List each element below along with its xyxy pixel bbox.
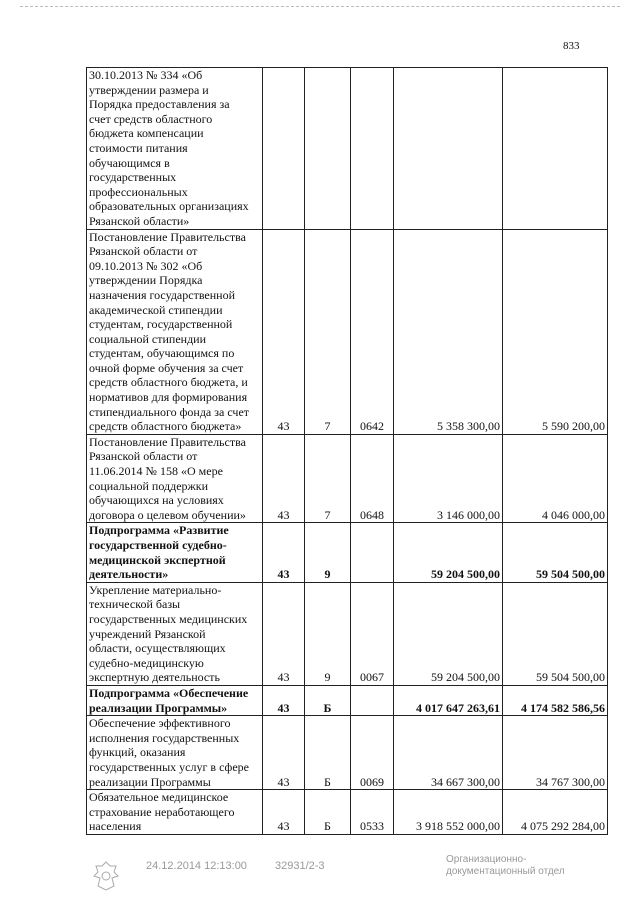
value-2016: 4 046 000,00 bbox=[503, 434, 608, 523]
row-name bbox=[87, 582, 263, 685]
code-admin bbox=[263, 68, 305, 230]
code-event: 0533 bbox=[351, 790, 394, 835]
row-name-line: социальной стипендии bbox=[89, 331, 207, 346]
code-event bbox=[351, 68, 394, 230]
row-name-line: населения bbox=[89, 819, 142, 834]
value-2015: 59 204 500,00 bbox=[394, 523, 503, 582]
value-2015: 5 358 300,00 bbox=[394, 229, 503, 434]
row-name-line: Постановление Правительства bbox=[89, 229, 246, 244]
code-subprogram: Б bbox=[305, 790, 351, 835]
row-name-line: Подпрограмма «Обеспечение bbox=[89, 685, 249, 700]
row-name-line: государственных медицинских bbox=[89, 611, 248, 626]
row-name-line: области, осуществляющих bbox=[89, 641, 226, 656]
row-name bbox=[87, 68, 263, 230]
row-name-line: счет средств областного bbox=[89, 111, 213, 126]
row-name-line: медицинской экспертной bbox=[89, 552, 226, 567]
row-name-line: бюджета компенсации bbox=[89, 126, 204, 141]
row-name-line: экспертную деятельность bbox=[89, 670, 220, 685]
row-name-line: Укрепление материально- bbox=[89, 582, 222, 597]
code-admin: 43 bbox=[263, 582, 305, 685]
table-row bbox=[87, 716, 608, 790]
row-name-line: реализации Программы bbox=[89, 774, 211, 789]
row-name-line: утверждении размера и bbox=[89, 82, 209, 97]
row-name-line: технической базы bbox=[89, 597, 181, 612]
row-name-line: Рязанской области» bbox=[89, 213, 190, 228]
code-subprogram: 7 bbox=[305, 434, 351, 523]
value-2015 bbox=[394, 68, 503, 230]
row-name-line: социальной поддержки bbox=[89, 478, 209, 493]
value-2016: 34 767 300,00 bbox=[503, 716, 608, 790]
row-name-line: назначения государственной bbox=[89, 287, 236, 302]
value-2016: 4 075 292 284,00 bbox=[503, 790, 608, 835]
code-event: 0648 bbox=[351, 434, 394, 523]
row-name-line: очной форме обучения за счет bbox=[89, 360, 244, 375]
row-name bbox=[87, 523, 263, 582]
value-2016: 59 504 500,00 bbox=[503, 582, 608, 685]
value-2015: 3 146 000,00 bbox=[394, 434, 503, 523]
code-event bbox=[351, 523, 394, 582]
footer-doc-id: 32931/2-3 bbox=[275, 860, 325, 872]
value-2016: 5 590 200,00 bbox=[503, 229, 608, 434]
code-subprogram bbox=[305, 68, 351, 230]
code-admin: 43 bbox=[263, 434, 305, 523]
code-admin: 43 bbox=[263, 790, 305, 835]
value-2015: 3 918 552 000,00 bbox=[394, 790, 503, 835]
code-subprogram: Б bbox=[305, 685, 351, 715]
coat-of-arms-icon bbox=[92, 860, 120, 892]
row-name-line: деятельности» bbox=[89, 567, 169, 582]
row-name-line: государственной судебно- bbox=[89, 538, 227, 552]
row-name-line: образовательных организациях bbox=[89, 199, 249, 214]
row-name-line: 09.10.2013 № 302 «Об bbox=[89, 258, 203, 273]
footer-org-line1: Организационно- bbox=[446, 854, 527, 865]
footer-org bbox=[446, 854, 565, 878]
row-name-line: Рязанской области от bbox=[89, 449, 198, 464]
table-row bbox=[87, 790, 608, 835]
row-name-line: стоимости питания bbox=[89, 140, 188, 155]
row-name-line: судебно-медицинскую bbox=[89, 655, 204, 670]
row-name-line: студентам, обучающимся по bbox=[89, 346, 235, 361]
row-name bbox=[87, 685, 263, 715]
value-2016: 4 174 582 586,56 bbox=[503, 685, 608, 715]
table-row bbox=[87, 523, 608, 582]
code-admin: 43 bbox=[263, 685, 305, 715]
row-name-line: учреждений Рязанской bbox=[89, 626, 206, 641]
row-name-line: государственных bbox=[89, 170, 177, 185]
code-event: 0067 bbox=[351, 582, 394, 685]
page-footer bbox=[0, 854, 640, 898]
row-name-line: обучающихся на условиях bbox=[89, 493, 224, 508]
row-name-line: Обеспечение эффективного bbox=[89, 716, 231, 731]
value-2015: 4 017 647 263,61 bbox=[394, 685, 503, 715]
code-admin: 43 bbox=[263, 229, 305, 434]
row-name-line: государственных услуг в сфере bbox=[89, 759, 249, 774]
row-name bbox=[87, 434, 263, 523]
value-2015: 34 667 300,00 bbox=[394, 716, 503, 790]
row-name-line: средств областного бюджета» bbox=[89, 419, 242, 434]
row-name-line: исполнения государственных bbox=[89, 730, 240, 745]
table-row bbox=[87, 229, 608, 434]
value-2016: 59 504 500,00 bbox=[503, 523, 608, 582]
row-name-line: Порядка предоставления за bbox=[89, 97, 230, 112]
row-name-line: нормативов для формирования bbox=[89, 390, 248, 405]
code-subprogram: Б bbox=[305, 716, 351, 790]
row-name-line: студентам, государственной bbox=[89, 317, 233, 332]
code-subprogram: 7 bbox=[305, 229, 351, 434]
footer-timestamp: 24.12.2014 12:13:00 bbox=[146, 860, 247, 872]
table-row bbox=[87, 685, 608, 715]
row-name-line: Постановление Правительства bbox=[89, 434, 246, 449]
table-row bbox=[87, 68, 608, 230]
row-name-line: страхование неработающего bbox=[89, 804, 235, 819]
code-admin: 43 bbox=[263, 523, 305, 582]
value-2016 bbox=[503, 68, 608, 230]
row-name bbox=[87, 790, 263, 835]
value-2015: 59 204 500,00 bbox=[394, 582, 503, 685]
code-event bbox=[351, 685, 394, 715]
code-subprogram: 9 bbox=[305, 582, 351, 685]
row-name-line: Рязанской области от bbox=[89, 244, 198, 259]
footer-org-line2: документационный отдел bbox=[446, 866, 565, 877]
row-name-line: функций, оказания bbox=[89, 745, 186, 760]
row-name-line: реализации Программы» bbox=[89, 700, 228, 715]
budget-table bbox=[86, 67, 608, 835]
table-row bbox=[87, 434, 608, 523]
row-name-line: 30.10.2013 № 334 «Об bbox=[89, 68, 203, 82]
row-name-line: академической стипендии bbox=[89, 302, 223, 317]
row-name-line: 11.06.2014 № 158 «О мере bbox=[89, 464, 223, 479]
row-name bbox=[87, 229, 263, 434]
row-name-line: профессиональных bbox=[89, 184, 188, 199]
top-scan-line bbox=[20, 6, 620, 7]
table-row bbox=[87, 582, 608, 685]
row-name-line: договора о целевом обучении» bbox=[89, 507, 246, 522]
row-name-line: Обязательное медицинское bbox=[89, 790, 229, 805]
code-event: 0069 bbox=[351, 716, 394, 790]
row-name-line: обучающимся в bbox=[89, 155, 170, 170]
code-admin: 43 bbox=[263, 716, 305, 790]
row-name-line: утверждении Порядка bbox=[89, 273, 203, 288]
row-name-line: средств областного бюджета, и bbox=[89, 375, 248, 390]
page-number: 833 bbox=[563, 40, 580, 52]
row-name-line: стипендиального фонда за счет bbox=[89, 404, 250, 419]
code-event: 0642 bbox=[351, 229, 394, 434]
row-name-line: Подпрограмма «Развитие bbox=[89, 523, 229, 538]
row-name bbox=[87, 716, 263, 790]
code-subprogram: 9 bbox=[305, 523, 351, 582]
